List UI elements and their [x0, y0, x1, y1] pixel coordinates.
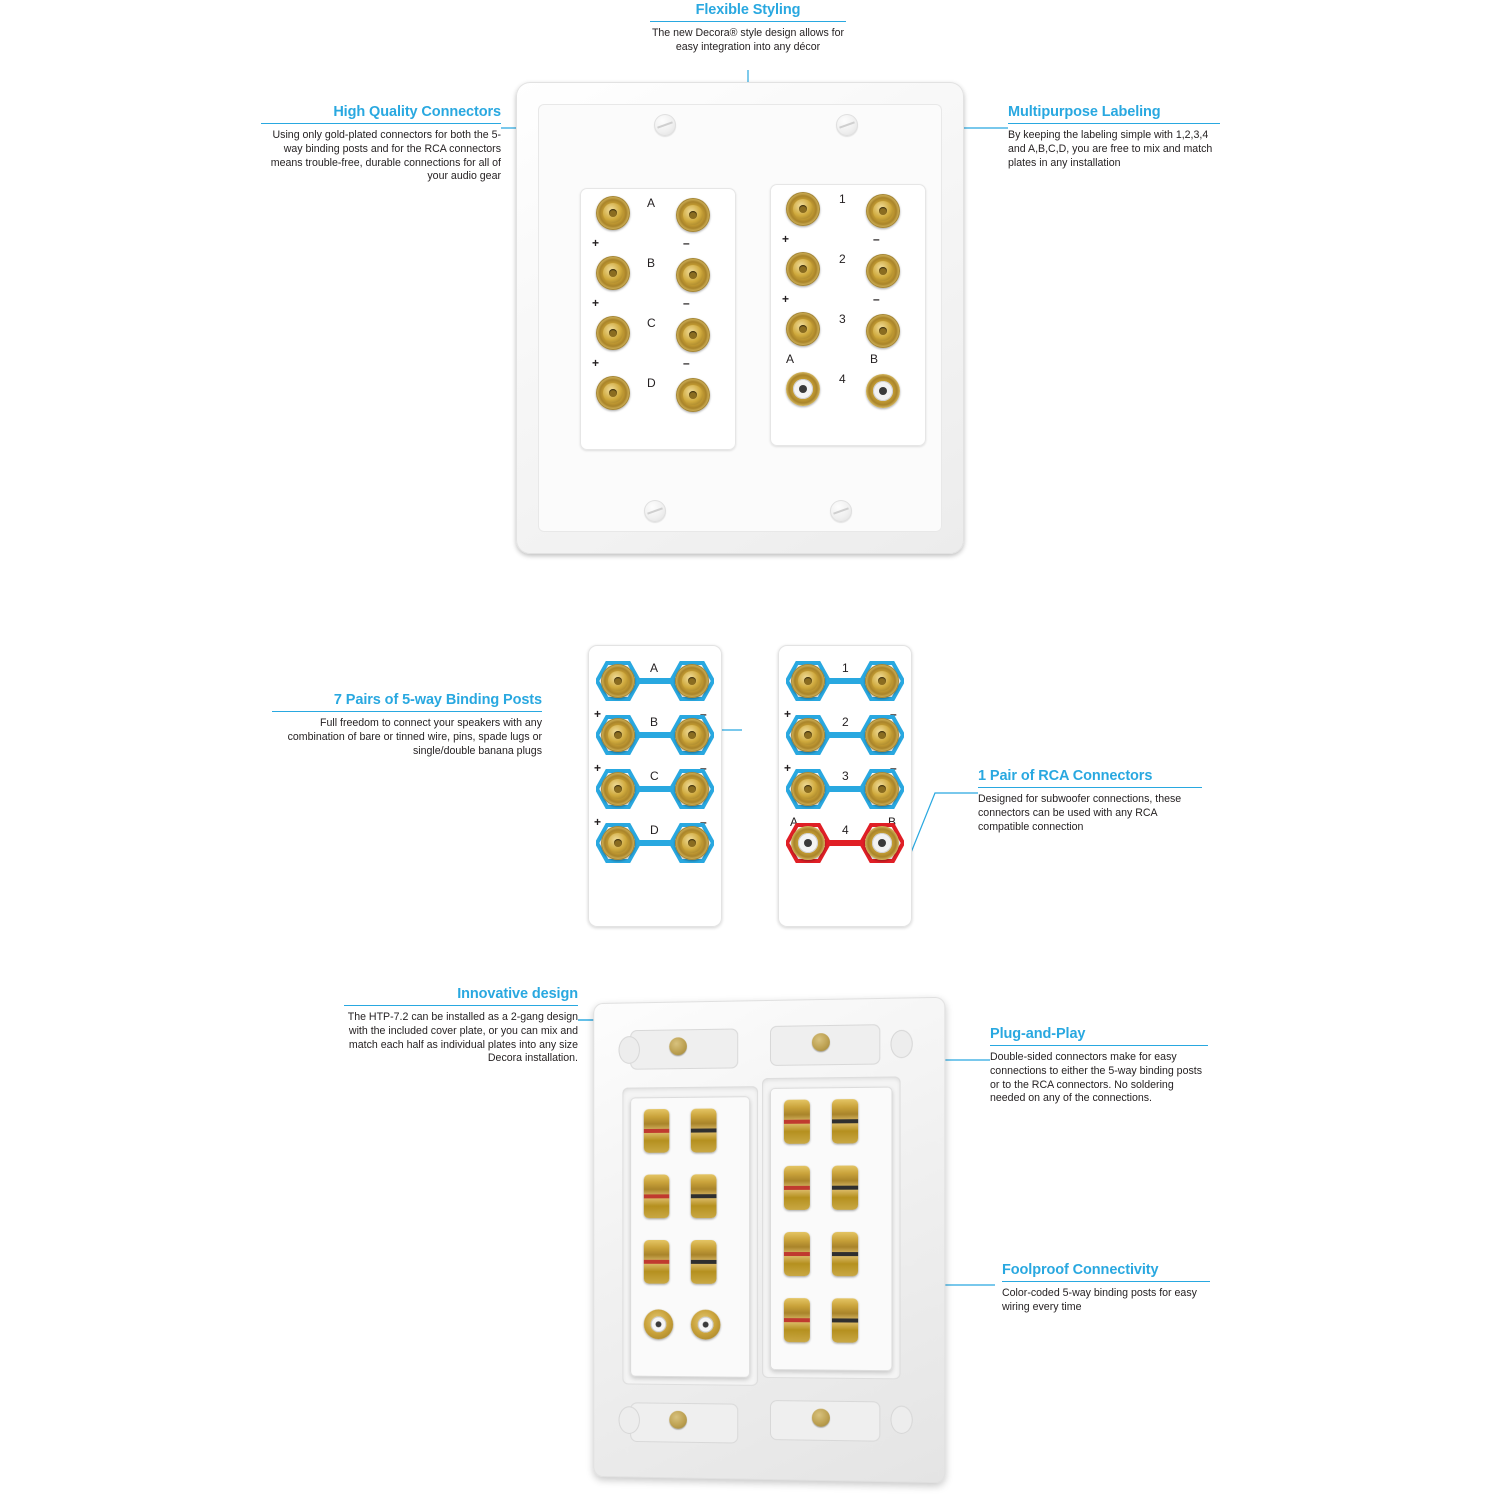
callout-rule [344, 1005, 578, 1006]
diagram-label-1: 1 [842, 661, 849, 675]
sign-minus-c: – [683, 296, 690, 310]
sign-minus-3: – [873, 292, 880, 306]
diagram-sign-plus-3: + [784, 761, 792, 775]
callout-title: Plug-and-Play [990, 1026, 1086, 1042]
label-b: B [647, 256, 656, 270]
callout-binding-posts [272, 692, 542, 758]
diagram-post-d-negative[interactable] [675, 826, 709, 860]
rear-post-a-positive[interactable] [644, 1109, 669, 1153]
mount-hole-top-left [619, 1036, 640, 1064]
diagram-module-right [778, 645, 912, 927]
screw-bottom-right [830, 500, 852, 522]
binding-post-a-negative[interactable] [676, 198, 710, 232]
rear-screw-bottom-right [812, 1409, 830, 1427]
callout-title: 7 Pairs of 5-way Binding Posts [333, 692, 542, 708]
binding-post-1-negative[interactable] [866, 194, 900, 228]
callout-high-quality-connectors [261, 104, 501, 184]
diagram-sign-plus-b: + [594, 707, 602, 721]
callout-title: High Quality Connectors [333, 104, 501, 120]
diagram-label-a: A [650, 661, 659, 675]
mount-hole-bottom-right [890, 1406, 912, 1435]
diagram-label-c: C [650, 769, 659, 783]
binding-post-a-positive[interactable] [596, 196, 630, 230]
callout-innovative-design [344, 986, 578, 1066]
rear-post-2-negative[interactable] [832, 1165, 858, 1209]
callout-title: Innovative design [457, 986, 578, 1002]
sign-plus-3: + [782, 292, 790, 306]
callout-body: Double-sided connectors make for easy connections to either the 5-way binding posts or to the RCA connectors. No soldering needed on any of the connections. [990, 1051, 1203, 1105]
rear-post-b-positive[interactable] [644, 1174, 669, 1218]
rear-post-c-positive[interactable] [644, 1240, 669, 1284]
binding-post-b-positive[interactable] [596, 256, 630, 290]
label-d: D [647, 376, 656, 390]
sign-minus-2: – [873, 232, 880, 246]
diagram-sign-minus-c: – [700, 761, 707, 775]
binding-post-1-positive[interactable] [786, 192, 820, 226]
callout-body: Designed for subwoofer connections, these connectors can be used with any RCA compatible connection [978, 793, 1182, 833]
callout-body: The HTP-7.2 can be installed as a 2-gang design with the included cover plate, or you can mix and match each half as individual plates into any size Decora installation. [347, 1011, 578, 1065]
rear-post-3-positive[interactable] [784, 1232, 810, 1276]
screw-bottom-left [644, 500, 666, 522]
diagram-post-1-positive[interactable] [791, 664, 825, 698]
rear-module-right [770, 1087, 893, 1372]
label-1: 1 [839, 192, 846, 206]
diagram-post-c-negative[interactable] [675, 772, 709, 806]
diagram-post-d-positive[interactable] [601, 826, 635, 860]
diagram-post-b-negative[interactable] [675, 718, 709, 752]
callout-multipurpose-labeling [1008, 104, 1220, 170]
diagram-sign-minus-b: – [700, 707, 707, 721]
diagram-label-rca-a: A [790, 815, 799, 829]
label-rca-b: B [870, 352, 879, 366]
sign-minus-b: – [683, 236, 690, 250]
module-left-abcd [580, 188, 736, 450]
binding-post-2-negative[interactable] [866, 254, 900, 288]
diagram-sign-plus-c: + [594, 761, 602, 775]
diagram-label-d: D [650, 823, 659, 837]
callout-body: Using only gold-plated connectors for both the 5-way binding posts and for the RCA connectors means trouble-free, durable connections for all of your audio gear [270, 129, 501, 183]
rear-post-1-negative[interactable] [832, 1099, 858, 1143]
callout-title: Flexible Styling [695, 2, 801, 18]
rear-post-a-negative[interactable] [691, 1109, 717, 1153]
binding-post-d-positive[interactable] [596, 376, 630, 410]
screw-top-right [836, 114, 858, 136]
diagram-post-b-positive[interactable] [601, 718, 635, 752]
binding-post-c-negative[interactable] [676, 318, 710, 352]
binding-post-3-negative[interactable] [866, 314, 900, 348]
callout-rule [261, 123, 501, 124]
callout-flexible-styling [650, 2, 846, 55]
rca-connector-b[interactable] [866, 374, 900, 408]
rear-post-c-negative[interactable] [691, 1240, 717, 1284]
label-2: 2 [839, 252, 846, 266]
diagram-sign-minus-3: – [890, 761, 897, 775]
callout-body: Color-coded 5-way binding posts for easy wiring every time [1002, 1287, 1197, 1313]
callout-body: By keeping the labeling simple with 1,2,3,4 and A,B,C,D, you are free to mix and match plates in any installation [1008, 129, 1213, 169]
binding-post-2-positive[interactable] [786, 252, 820, 286]
sign-plus-d: + [592, 356, 600, 370]
rca-connector-a[interactable] [786, 372, 820, 406]
callout-rule [1002, 1281, 1210, 1282]
callout-title: 1 Pair of RCA Connectors [978, 768, 1153, 784]
callout-body: Full freedom to connect your speakers with any combination of bare or tinned wire, pins, spade lugs or single/double banana plugs [287, 717, 542, 757]
callout-title: Multipurpose Labeling [1008, 104, 1161, 120]
callout-body: The new Decora® style design allows for easy integration into any décor [651, 27, 845, 53]
diagram-label-rca-b: B [888, 815, 897, 829]
diagram-label-4: 4 [842, 823, 849, 837]
diagram-post-2-positive[interactable] [791, 718, 825, 752]
callout-rca-connectors [978, 768, 1202, 834]
callout-rule [272, 711, 542, 712]
diagram-module-left [588, 645, 722, 927]
diagram-label-2: 2 [842, 715, 849, 729]
diagram-label-b: B [650, 715, 659, 729]
wall-plate-front [516, 82, 964, 554]
rear-post-2-positive[interactable] [784, 1166, 810, 1210]
sign-plus-c: + [592, 296, 600, 310]
rear-rca-a[interactable] [644, 1309, 673, 1339]
label-4: 4 [839, 372, 846, 386]
callout-rule [650, 21, 846, 22]
sign-plus-b: + [592, 236, 600, 250]
diagram-post-3-positive[interactable] [791, 772, 825, 806]
diagram-sign-minus-2: – [890, 707, 897, 721]
rear-post-4-negative[interactable] [832, 1298, 858, 1342]
rear-rca-b[interactable] [691, 1310, 721, 1340]
sign-minus-d: – [683, 356, 690, 370]
diagram-sign-plus-d: + [594, 815, 602, 829]
binding-post-b-negative[interactable] [676, 258, 710, 292]
module-right-1234 [770, 184, 926, 446]
callout-foolproof-connectivity [1002, 1262, 1210, 1315]
callout-rule [990, 1045, 1208, 1046]
diagram-post-2-negative[interactable] [865, 718, 899, 752]
rear-post-b-negative[interactable] [691, 1174, 717, 1218]
rear-post-1-positive[interactable] [784, 1100, 810, 1144]
diagram-rca-a[interactable] [791, 826, 825, 860]
diagram-label-3: 3 [842, 769, 849, 783]
wall-plate-rear [593, 997, 945, 1483]
mount-hole-bottom-left [619, 1406, 640, 1434]
diagram-sign-plus-2: + [784, 707, 792, 721]
mount-hole-top-right [890, 1030, 912, 1059]
diagram-post-3-negative[interactable] [865, 772, 899, 806]
screw-top-left [654, 114, 676, 136]
callout-rule [978, 787, 1202, 788]
rear-screw-bottom-left [669, 1411, 687, 1429]
label-3: 3 [839, 312, 846, 326]
label-c: C [647, 316, 656, 330]
sign-plus-2: + [782, 232, 790, 246]
diagram-post-a-negative[interactable] [675, 664, 709, 698]
rear-module-left [630, 1096, 750, 1378]
rear-post-4-positive[interactable] [784, 1298, 810, 1342]
label-a: A [647, 196, 656, 210]
callout-rule [1008, 123, 1220, 124]
diagram-sign-minus-d: – [700, 815, 707, 829]
rear-post-3-negative[interactable] [832, 1232, 858, 1276]
callout-title: Foolproof Connectivity [1002, 1262, 1159, 1278]
diagram-post-a-positive[interactable] [601, 664, 635, 698]
label-rca-a: A [786, 352, 795, 366]
binding-post-3-positive[interactable] [786, 312, 820, 346]
diagram-post-c-positive[interactable] [601, 772, 635, 806]
binding-post-c-positive[interactable] [596, 316, 630, 350]
binding-post-d-negative[interactable] [676, 378, 710, 412]
diagram-post-1-negative[interactable] [865, 664, 899, 698]
callout-plug-and-play [990, 1026, 1208, 1106]
diagram-rca-b[interactable] [865, 826, 899, 860]
